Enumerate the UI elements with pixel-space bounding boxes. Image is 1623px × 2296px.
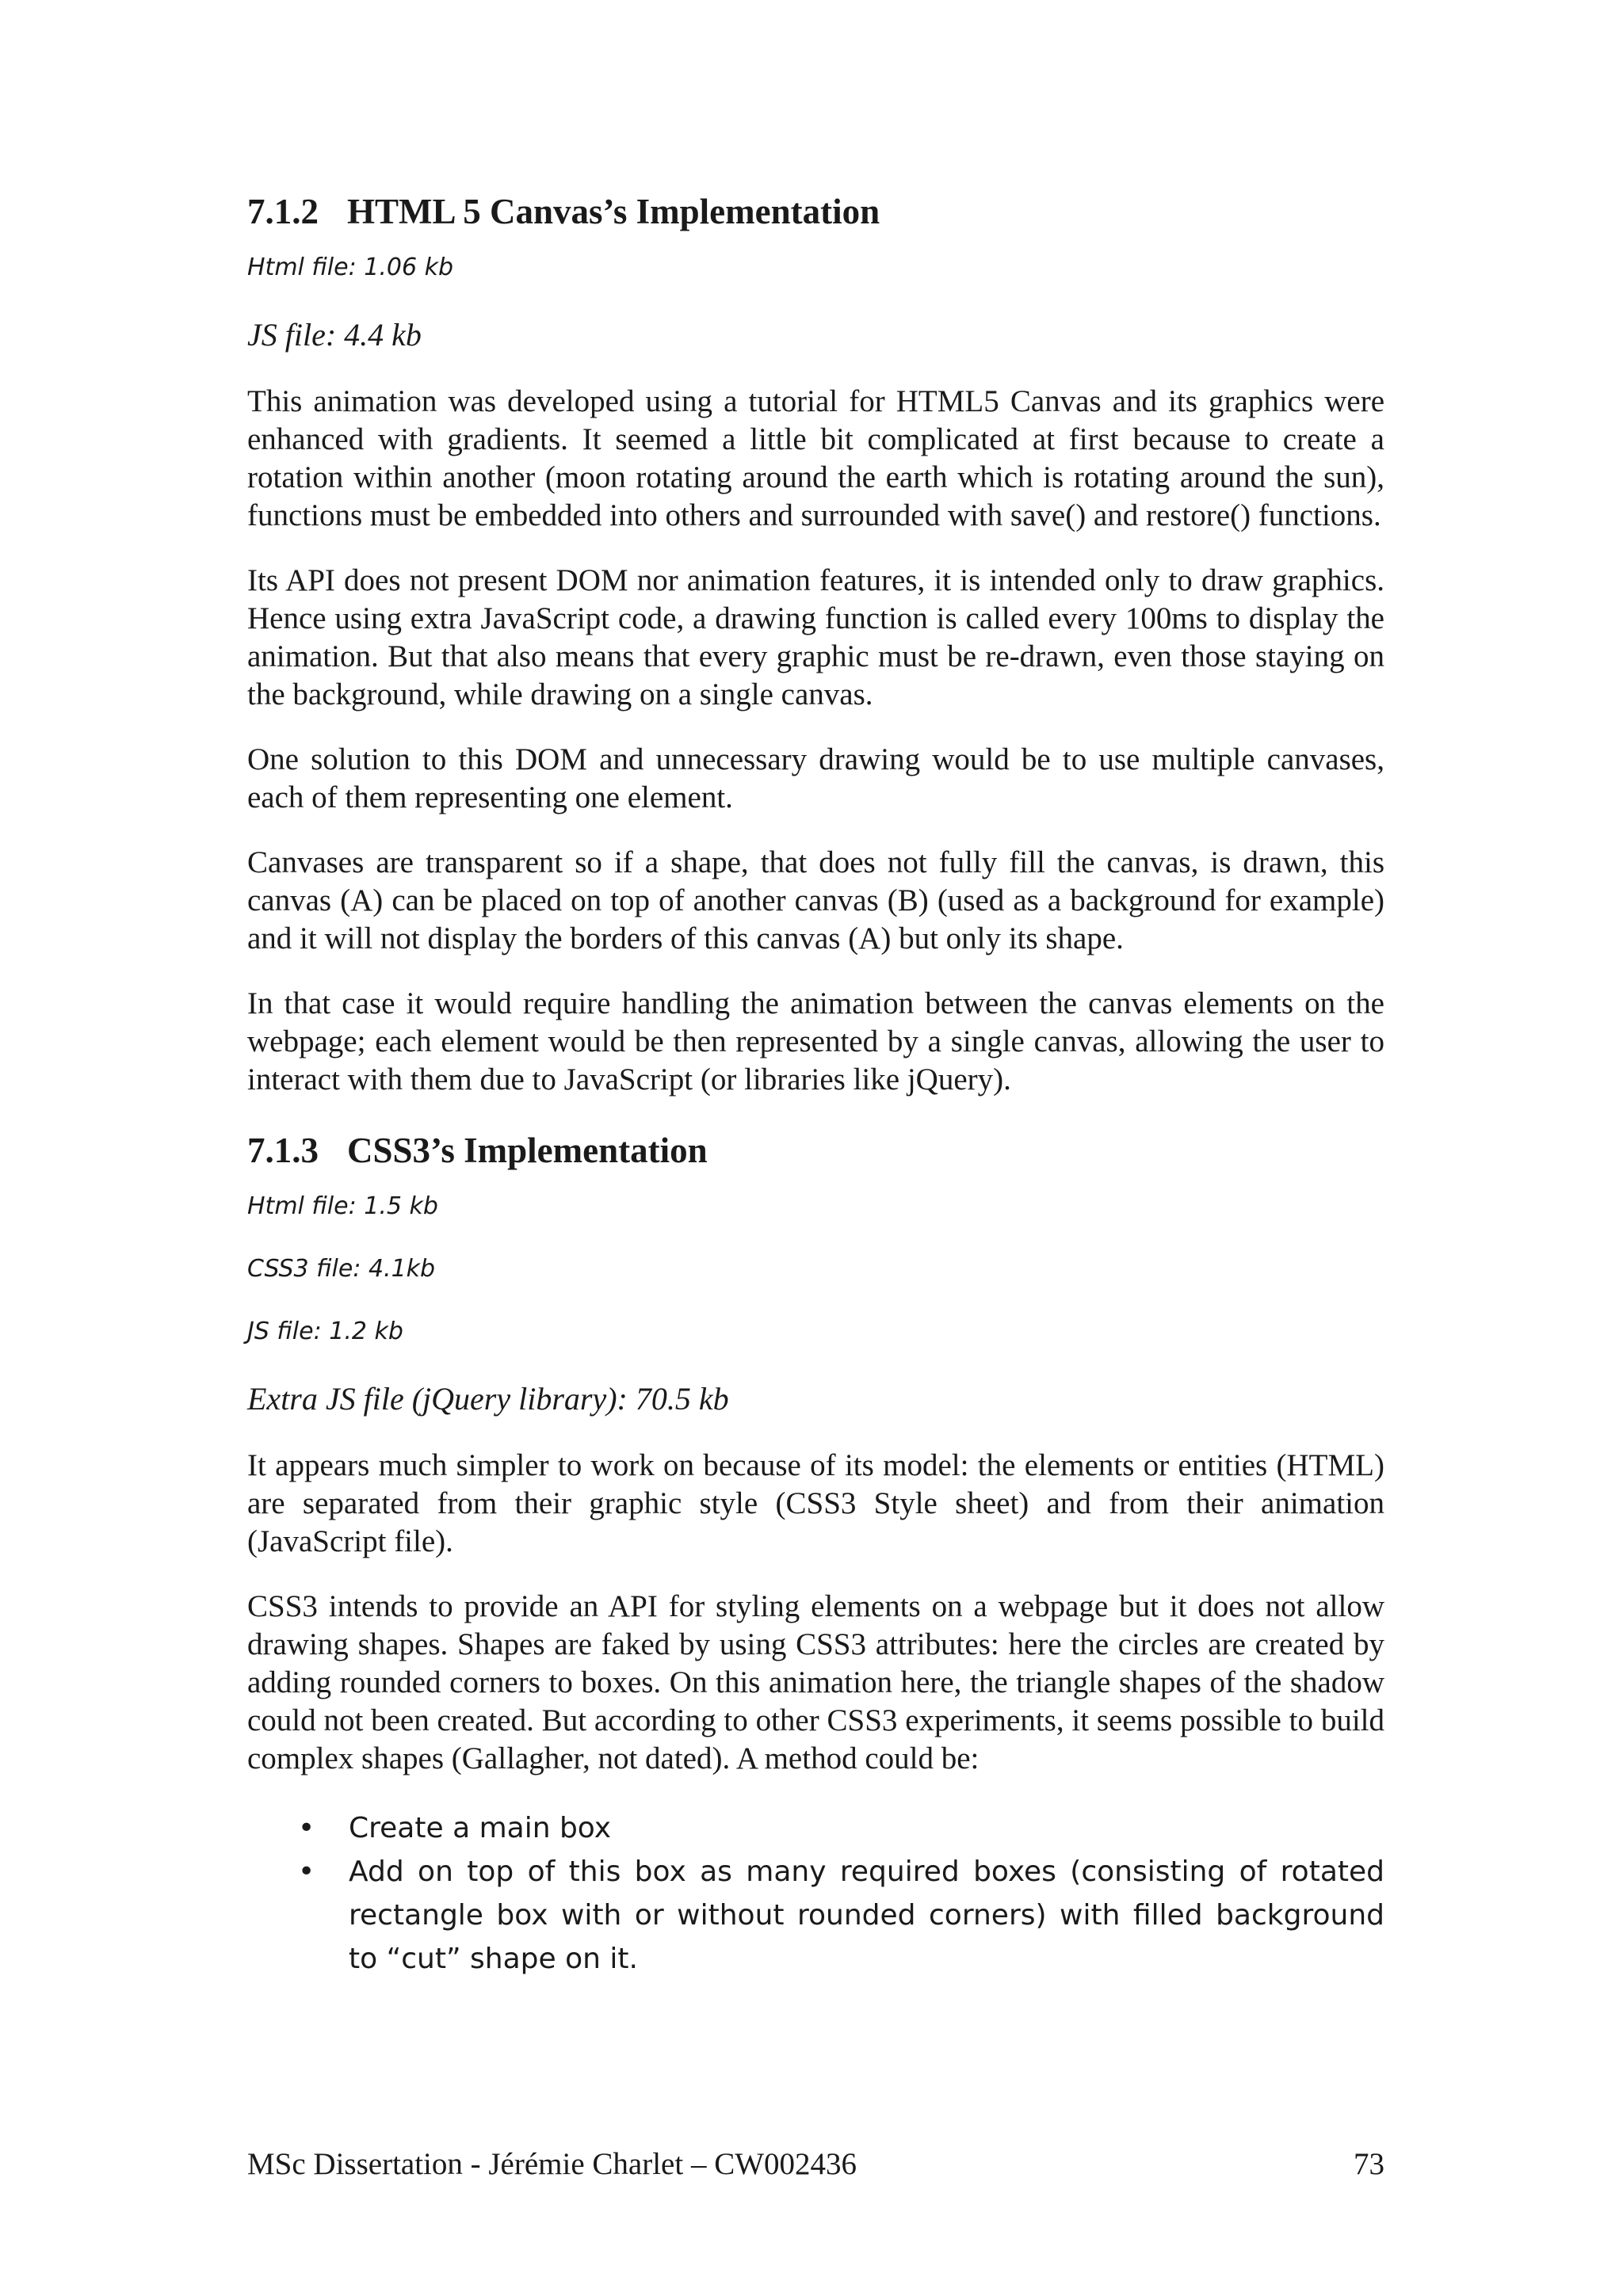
paragraph: This animation was developed using a tutorial for HTML5 Canvas and its graphics were enhanced with gradients. It seemed a little bit complicated at first because to create a rotation within another (moon rotating around the earth which is rotating around the sun), functions must be embedded into others and surrounded with save() and restore() functions. — [247, 384, 1384, 532]
html-file-size: Html file: 1.5 kb — [247, 1192, 438, 1220]
section-heading-css3 — [247, 1129, 1384, 1172]
list-item-text: Add on top of this box as many required boxes (consisting of rotated rectangle box with or without rounded corners) with filled background to “cut” shape on it. — [349, 1855, 1384, 1975]
paragraph: Its API does not present DOM nor animation features, it is intended only to draw graphics. Hence using extra JavaScript code, a drawing function is called every 100ms to display the animation. But that also means that every graphic must be re-drawn, even those staying on the background, while drawing on a single canvas. — [247, 563, 1384, 711]
page-content — [247, 190, 1384, 1981]
section-title: CSS3’s Implementation — [347, 1131, 708, 1170]
bullet-icon: • — [298, 1812, 315, 1844]
page-number: 73 — [1354, 2147, 1384, 2181]
section-title: HTML 5 Canvas’s Implementation — [347, 192, 880, 231]
list-item — [298, 1850, 1384, 1981]
bullet-icon: • — [298, 1855, 315, 1888]
css-file-size: CSS3 file: 4.1kb — [247, 1255, 436, 1283]
section-heading-canvas — [247, 190, 1384, 233]
list-item — [298, 1806, 1384, 1850]
paragraph: Canvases are transparent so if a shape, that does not fully fill the canvas, is drawn, this canvas (A) can be placed on top of another canvas (B) (used as a background for example) and it will not display the borders of this canvas (A) but only its shape. — [247, 845, 1384, 955]
js-file-size: JS file: 4.4 kb — [247, 317, 422, 353]
js-file-size: JS file: 1.2 kb — [247, 1318, 403, 1345]
section-number: 7.1.3 — [247, 1131, 319, 1170]
section-number: 7.1.2 — [247, 192, 319, 231]
paragraph: CSS3 intends to provide an API for styling elements on a webpage but it does not allow drawing shapes. Shapes are faked by using CSS3 attributes: here the circles are created by adding rounded corners to boxes. On this animation here, the triangle shapes of the shadow could not been created. But according to other CSS3 experiments, it seems possible to build complex shapes (Gallagher, not dated). A method could be: — [247, 1589, 1384, 1775]
page-footer — [247, 2145, 1384, 2183]
paragraph: One solution to this DOM and unnecessary drawing would be to use multiple canvases, each of them representing one element. — [247, 742, 1384, 814]
footer-text: MSc Dissertation - Jérémie Charlet – CW002436 — [247, 2147, 857, 2181]
bullet-list — [247, 1806, 1384, 1981]
paragraph: In that case it would require handling the animation between the canvas elements on the webpage; each element would be then represented by a single canvas, allowing the user to interact with them due to JavaScript (or libraries like jQuery). — [247, 986, 1384, 1097]
extra-js-file-size: Extra JS file (jQuery library): 70.5 kb — [247, 1381, 729, 1417]
html-file-size: Html file: 1.06 kb — [247, 254, 453, 281]
list-item-text: Create a main box — [349, 1812, 612, 1844]
paragraph: It appears much simpler to work on because of its model: the elements or entities (HTML) are separated from their graphic style (CSS3 Style sheet) and from their animation (JavaScript file). — [247, 1448, 1384, 1558]
